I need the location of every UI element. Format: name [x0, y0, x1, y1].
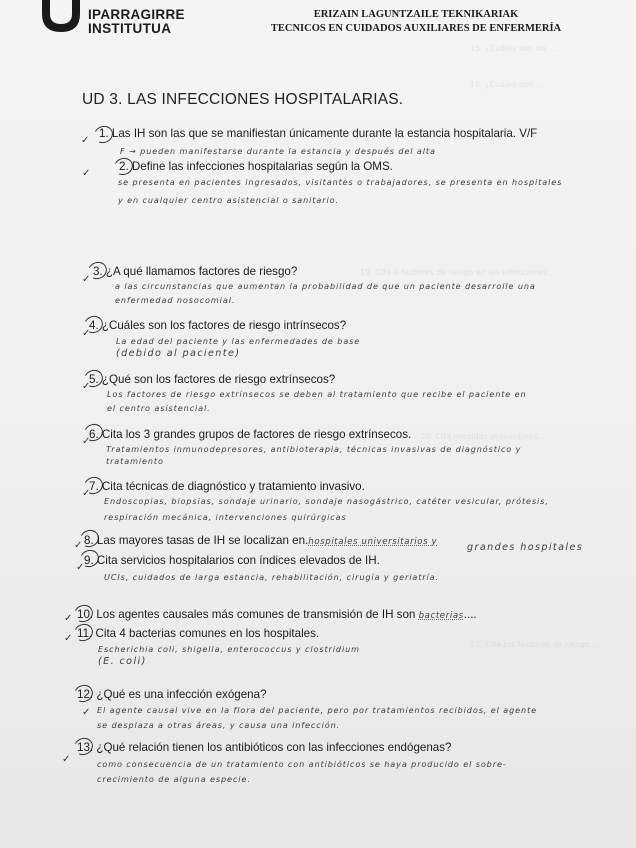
- answer-line: a las circunstancias que aumentan la probabilidad de que un paciente desarrolle una: [115, 281, 536, 291]
- question-13: [77, 741, 451, 754]
- fill-tail: ....: [463, 608, 477, 621]
- question-number: 5.: [89, 373, 99, 386]
- answer-line: se desplaza a otras áreas, y causa una infección.: [97, 720, 341, 730]
- question-10: [77, 608, 477, 621]
- answer-fill: hospitales universitarios y: [308, 537, 438, 547]
- course-header-basque: ERIZAIN LAGUNTZAILE TEKNIKARIAK: [313, 9, 519, 20]
- question-5: [89, 373, 335, 386]
- institute-name-line2: INSTITUTUA: [88, 21, 172, 36]
- question-text: Las IH son las que se manifiestan únicamente durante la estancia hospitalaria. V/F: [111, 127, 538, 140]
- answer-fill: bacterias: [418, 611, 464, 621]
- question-number: 11.: [77, 627, 93, 640]
- question-text: ¿Qué es una infección exógena?: [96, 688, 267, 701]
- checkmark-icon: ✓: [82, 707, 91, 718]
- answer-line: y en cualquier centro asistencial o sanitario.: [118, 195, 339, 205]
- bleed-through: 22. Cita los factores de riesgo...: [470, 640, 597, 649]
- question-text: Cita los 3 grandes grupos de factores de riesgo extrínsecos.: [101, 428, 412, 441]
- checkmark-icon: ✓: [64, 613, 73, 624]
- question-text: Cita técnicas de diagnóstico y tratamiento invasivo.: [101, 480, 365, 493]
- bleed-through: 19. Cita 4 factores de riesgo en las infecciones...: [360, 268, 555, 277]
- question-number: 6.: [89, 428, 99, 441]
- question-number: 12.: [77, 688, 94, 701]
- checkmark-icon: ✓: [64, 633, 73, 644]
- answer-line: se presenta en pacientes ingresados, visitantes o trabajadores, se presenta en hospitales: [118, 177, 563, 187]
- question-2: [119, 160, 393, 173]
- institute-logo-icon: [40, 0, 82, 34]
- answer-line: (E. coli): [98, 656, 147, 667]
- question-8: [84, 534, 437, 547]
- answer-line: F → pueden manifestarse durante la estancia y después del alta: [120, 146, 436, 156]
- question-text: Cita 4 bacterias comunes en los hospitales.: [95, 627, 320, 640]
- question-11: [77, 627, 319, 640]
- answer-line: UCIs, cuidados de larga estancia, rehabilitación, cirugía y geriatría.: [104, 572, 440, 582]
- question-number: 8.: [84, 534, 94, 547]
- answer-line: crecimiento de alguna especie.: [97, 774, 251, 784]
- question-9: [84, 554, 380, 567]
- question-1: [99, 127, 537, 140]
- checkmark-icon: ✓: [62, 754, 71, 765]
- question-number: 1.: [99, 127, 109, 140]
- question-7: [89, 480, 365, 493]
- course-header: [256, 8, 576, 36]
- institute-name-line1: IPARRAGIRRE: [88, 7, 185, 22]
- question-text: Las mayores tasas de IH se localizan en.: [96, 534, 309, 547]
- answer-line: (debido al paciente): [116, 348, 241, 359]
- course-header-spanish: TECNICOS EN CUIDADOS AUXILIARES DE ENFERMERÍA: [270, 23, 562, 34]
- bleed-through: 20. Cita medidas preventivas...: [420, 432, 545, 441]
- bleed-through: 16. ¿Cuáles son ...: [470, 80, 544, 89]
- answer-line: Tratamientos inmunodepresores, antibioterapia, técnicas invasivas de diagnóstico y: [106, 444, 522, 454]
- answer-line: el centro asistencial.: [107, 403, 211, 413]
- checkmark-icon: ✓: [74, 540, 83, 551]
- question-text: ¿Qué son los factores de riesgo extrínsecos?: [101, 373, 336, 386]
- question-number: 7.: [89, 480, 99, 493]
- answer-line: Endoscopias, biopsias, sondaje urinario, sondaje nasogástrico, catéter vesicular, prótesis,: [104, 496, 549, 506]
- question-3: [93, 265, 297, 278]
- answer-line: como consecuencia de un tratamiento con antibióticos se haya producido el sobre-: [97, 759, 507, 769]
- checkmark-icon: ✓: [82, 436, 91, 447]
- checkmark-icon: ✓: [81, 135, 90, 146]
- question-number: 10.: [77, 608, 94, 621]
- question-number: 13.: [77, 741, 94, 754]
- question-text: Cita servicios hospitalarios con índices elevados de IH.: [96, 554, 380, 567]
- question-text: ¿Qué relación tienen los antibióticos con las infecciones endógenas?: [96, 741, 452, 754]
- page-title: UD 3. LAS INFECCIONES HOSPITALARIAS.: [82, 91, 404, 108]
- institute-name: [88, 8, 185, 36]
- question-number: 2.: [119, 160, 129, 173]
- question-text: Los agentes causales más comunes de transmisión de IH son: [96, 608, 416, 621]
- checkmark-icon: ✓: [82, 381, 91, 392]
- question-4: [89, 319, 346, 332]
- checkmark-icon: ✓: [82, 274, 91, 285]
- bleed-through: 15. ¿Cuáles son los ...: [470, 44, 558, 53]
- answer-continuation: grandes hospitales: [467, 542, 584, 553]
- question-number: 4.: [89, 319, 99, 332]
- question-text: Define las infecciones hospitalarias según la OMS.: [131, 160, 393, 173]
- answer-line: respiración mecánica, intervenciones quirúrgicas: [104, 512, 347, 522]
- checkmark-icon: ✓: [82, 488, 91, 499]
- checkmark-icon: ✓: [82, 168, 91, 179]
- question-6: [89, 428, 411, 441]
- answer-line: Escherichia coli, shigella, enterococcus y clostridium: [98, 644, 360, 654]
- question-text: ¿A qué llamamos factores de riesgo?: [105, 265, 298, 278]
- answer-line: enfermedad nosocomial.: [115, 295, 236, 305]
- answer-line: La edad del paciente y las enfermedades de base: [116, 336, 361, 346]
- checkmark-icon: ✓: [82, 328, 91, 339]
- answer-line: El agente causal vive en la flora del paciente, pero por tratamientos recibidos, el agente: [97, 705, 538, 715]
- checkmark-icon: ✓: [76, 562, 85, 573]
- question-number: 9.: [84, 554, 94, 567]
- question-number: 3.: [93, 265, 103, 278]
- answer-line: Los factores de riesgo extrínsecos se deben al tratamiento que recibe el paciente en: [107, 389, 527, 399]
- question-text: ¿Cuáles son los factores de riesgo intrínsecos?: [101, 319, 347, 332]
- question-12: [77, 688, 267, 701]
- answer-line: tratamiento: [106, 456, 164, 466]
